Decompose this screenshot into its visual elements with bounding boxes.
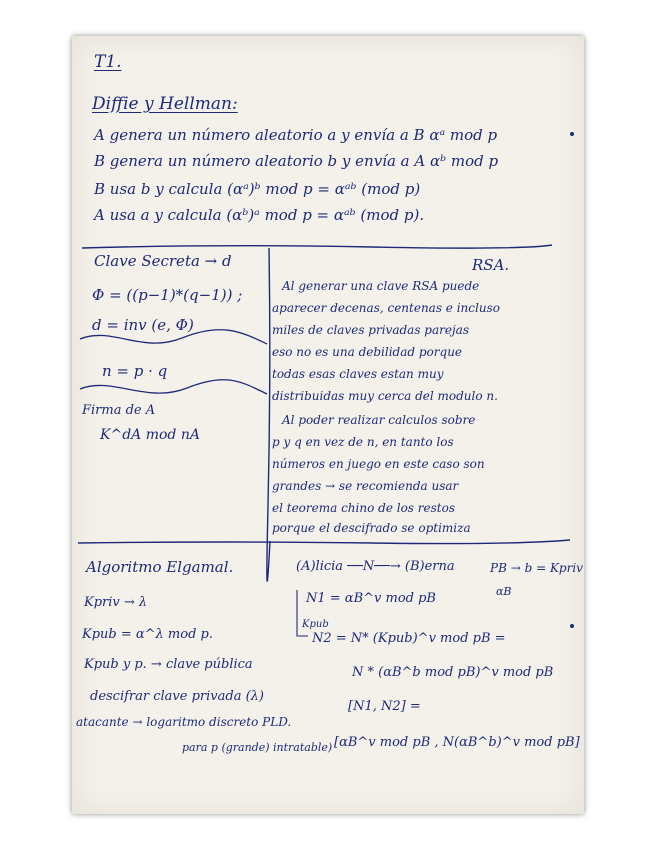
pair-line: [N1, N2] = xyxy=(348,699,421,714)
firma-title: Firma de A xyxy=(82,403,156,418)
wave-2 xyxy=(80,380,267,394)
diffie-line-4: A usa a y calcula (αᵇ)ᵃ mod p = αᵃᵇ (mod p). xyxy=(94,206,425,224)
divider-top xyxy=(82,245,552,248)
diffie-line-3: B usa b y calcula (αᵃ)ᵇ mod p = αᵃᵇ (mod p) xyxy=(94,180,421,198)
rsa-line: eso no es una debilidad porque xyxy=(272,345,463,359)
kpub-line: Kpub = α^λ mod p. xyxy=(82,627,213,642)
rsa-line: Al poder realizar calculos sobre xyxy=(282,413,476,427)
atacante-line: atacante → logaritmo discreto PLD. xyxy=(76,715,292,729)
page-label: T1. xyxy=(94,52,122,72)
clave-secreta: Clave Secreta → d xyxy=(94,252,232,270)
para-line: para p (grande) intratable) xyxy=(182,741,333,754)
rsa-line: todas esas claves estan muy xyxy=(272,367,444,381)
rsa-line: números en juego en este caso son xyxy=(272,457,485,471)
n2-formula: N2 = N* (Kpub)^v mod pB = xyxy=(312,631,506,646)
rsa-line: p y q en vez de n, en tanto los xyxy=(272,435,454,449)
divider-vertical xyxy=(267,248,270,581)
alpha-b: αB xyxy=(496,585,512,598)
notebook-page xyxy=(72,36,584,814)
diffie-line-2: B genera un número aleatorio b y envía a A αᵇ mod p xyxy=(94,152,499,170)
margin-dot-2 xyxy=(570,624,574,628)
d-formula: d = inv (e, Φ) xyxy=(92,316,194,334)
pb-kpriv: PB → b = Kpriv xyxy=(490,561,583,575)
n1-formula: N1 = αB^v mod pB xyxy=(306,591,436,606)
final-pair: [αB^v mod pB , N(αB^b)^v mod pB] xyxy=(334,735,580,750)
elgamal-title: Algoritmo Elgamal. xyxy=(86,558,234,576)
rsa-line: Al generar una clave RSA puede xyxy=(282,279,480,293)
divider-bottom xyxy=(78,540,570,544)
rsa-title: RSA. xyxy=(472,256,510,274)
n2-expansion: N * (αB^b mod pB)^v mod pB xyxy=(352,665,554,680)
margin-dot-1 xyxy=(570,132,574,136)
diffie-line-1: A genera un número aleatorio a y envía a B αᵃ mod p xyxy=(94,126,498,144)
kpriv-line: Kpriv → λ xyxy=(84,595,148,610)
rsa-line: el teorema chino de los restos xyxy=(272,501,455,515)
alicia-berna: (A)licia ──N──→ (B)erna xyxy=(296,559,455,574)
rsa-line: miles de claves privadas parejas xyxy=(272,323,469,337)
phi-formula: Φ = ((p−1)*(q−1)) ; xyxy=(92,286,243,304)
n-formula: n = p · q xyxy=(102,362,168,380)
kpub-y-p-line: Kpub y p. → clave pública xyxy=(84,657,253,672)
descifrar-line: descifrar clave privada (λ) xyxy=(90,689,264,704)
rsa-line: porque el descifrado se optimiza xyxy=(272,521,471,535)
firma-formula: K^dA mod nA xyxy=(100,427,200,443)
rsa-line: aparecer decenas, centenas e incluso xyxy=(272,301,500,315)
rsa-line: distribuidas muy cerca del modulo n. xyxy=(272,389,498,403)
rsa-line: grandes → se recomienda usar xyxy=(272,479,459,493)
diffie-title: Diffie y Hellman: xyxy=(92,94,238,114)
kpub-label: Kpub xyxy=(302,619,329,630)
